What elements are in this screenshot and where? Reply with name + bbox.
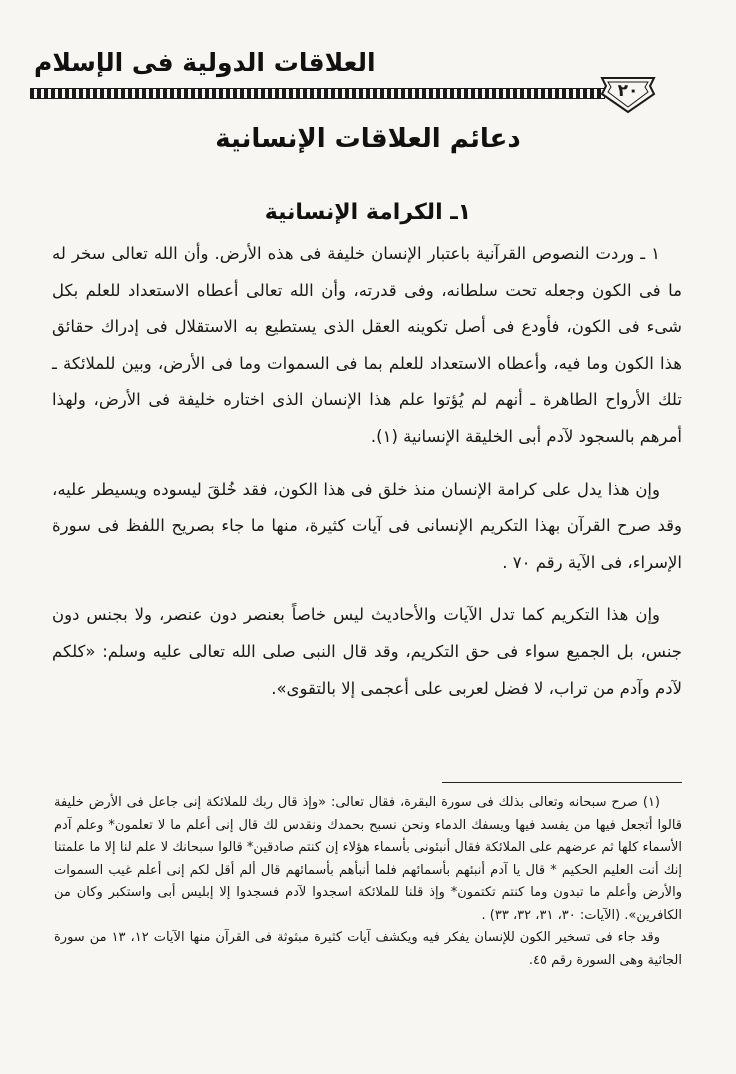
body-text [52,236,682,723]
footnote: (١) صرح سبحانه وتعالى بذلك فى سورة البقرة، فقال تعالى: «وإذ قال ربك للملائكة إنى جاعل فى الأرض خليفة قالوا أتجعل فيها من يفسد فيها ويسفك الدماء ونحن نسبح بحمدك ونقدس لك قال إنى أعلم ما لا تعلمون* وعلم آدم الأسماء كلها ثم عرضهم على الملائكة فقال أنبئونى بأسماء هؤلاء إن كنتم صادقين* قالوا سبحانك لا علم لنا إلا ما علمتنا إنك أنت العليم الحكيم * قال يا آدم أنبئهم بأسمائهم فلما أنبأهم بأسمائهم قال ألم أقل لكم إنى أعلم غيب السموات والأرض وأعلم ما تبدون وما كنتم تكتمون* وإذ قلنا للملائكة اسجدوا لآدم فسجدوا إلا إبليس أبى واستكبر وكان من الكافرين». (الآيات: ٣٠، ٣١، ٣٢، ٣٣) . [54,795,682,923]
subsection-title: ١ـ الكرامة الإنسانية [264,200,472,225]
paragraph: وإن هذا يدل على كرامة الإنسان منذ خلق فى هذا الكون، فقد خُلقَ ليسوده ويسيطر عليه، وقد صرح القرآن بهذا التكريم الإنسانى فى آيات كثيرة، منها ما جاء بصريح اللفظ فى سورة الإسراء، فى الآية رقم ٧٠ . [52,479,682,572]
page-number-badge [598,76,658,114]
paragraph: ١ ـ وردت النصوص القرآنية باعتبار الإنسان خليفة فى هذه الأرض. وأن الله تعالى سخر له ما فى الكون وجعله تحت سلطانه، وفى قدرته، وأن الله تعالى أعطاه الاستعداد للعلم بكل شىء فى الكون، فأودع فى أصل تكوينه العقل الذى يستطيع به الاستقلال فى إدراك حقائق هذا الكون وما فيه، وأعطاه الاستعداد للعلم بما فى السموات وما فى الأرض، وبين للملائكة ـ تلك الأرواح الطاهرة ـ أنهم لم يُؤتوا علم هذا الإنسان الذى اختاره خليفة فى الأرض، ولهذا أمرهم بالسجود لآدم أبى الخليقة الإنسانية (١). [52,244,682,446]
section-title: دعائم العلاقات الإنسانية [215,124,521,154]
header-ornamental-rule [30,88,605,99]
footnote: وقد جاء فى تسخير الكون للإنسان يفكر فيه ويكشف آيات كثيرة مبثوثة فى القرآن منها الآيات ١٢، ١٣ من سورة الجاثية وهى السورة رقم ٤٥. [54,930,682,968]
paragraph: وإن هذا التكريم كما تدل الآيات والأحاديث ليس خاصاً بعنصر دون عنصر، ولا بجنس دون جنس، بل الجميع سواء فى حق التكريم، وقد قال النبى صلى الله تعالى عليه وسلم: «كلكم لآدم وآدم من تراب، لا فضل لعربى على أعجمى إلا بالتقوى». [52,605,682,698]
footnotes [54,792,682,972]
page-number: ٢٠ [617,81,639,101]
running-title: العلاقات الدولية فى الإسلام [34,48,376,77]
footnote-separator [442,782,682,783]
